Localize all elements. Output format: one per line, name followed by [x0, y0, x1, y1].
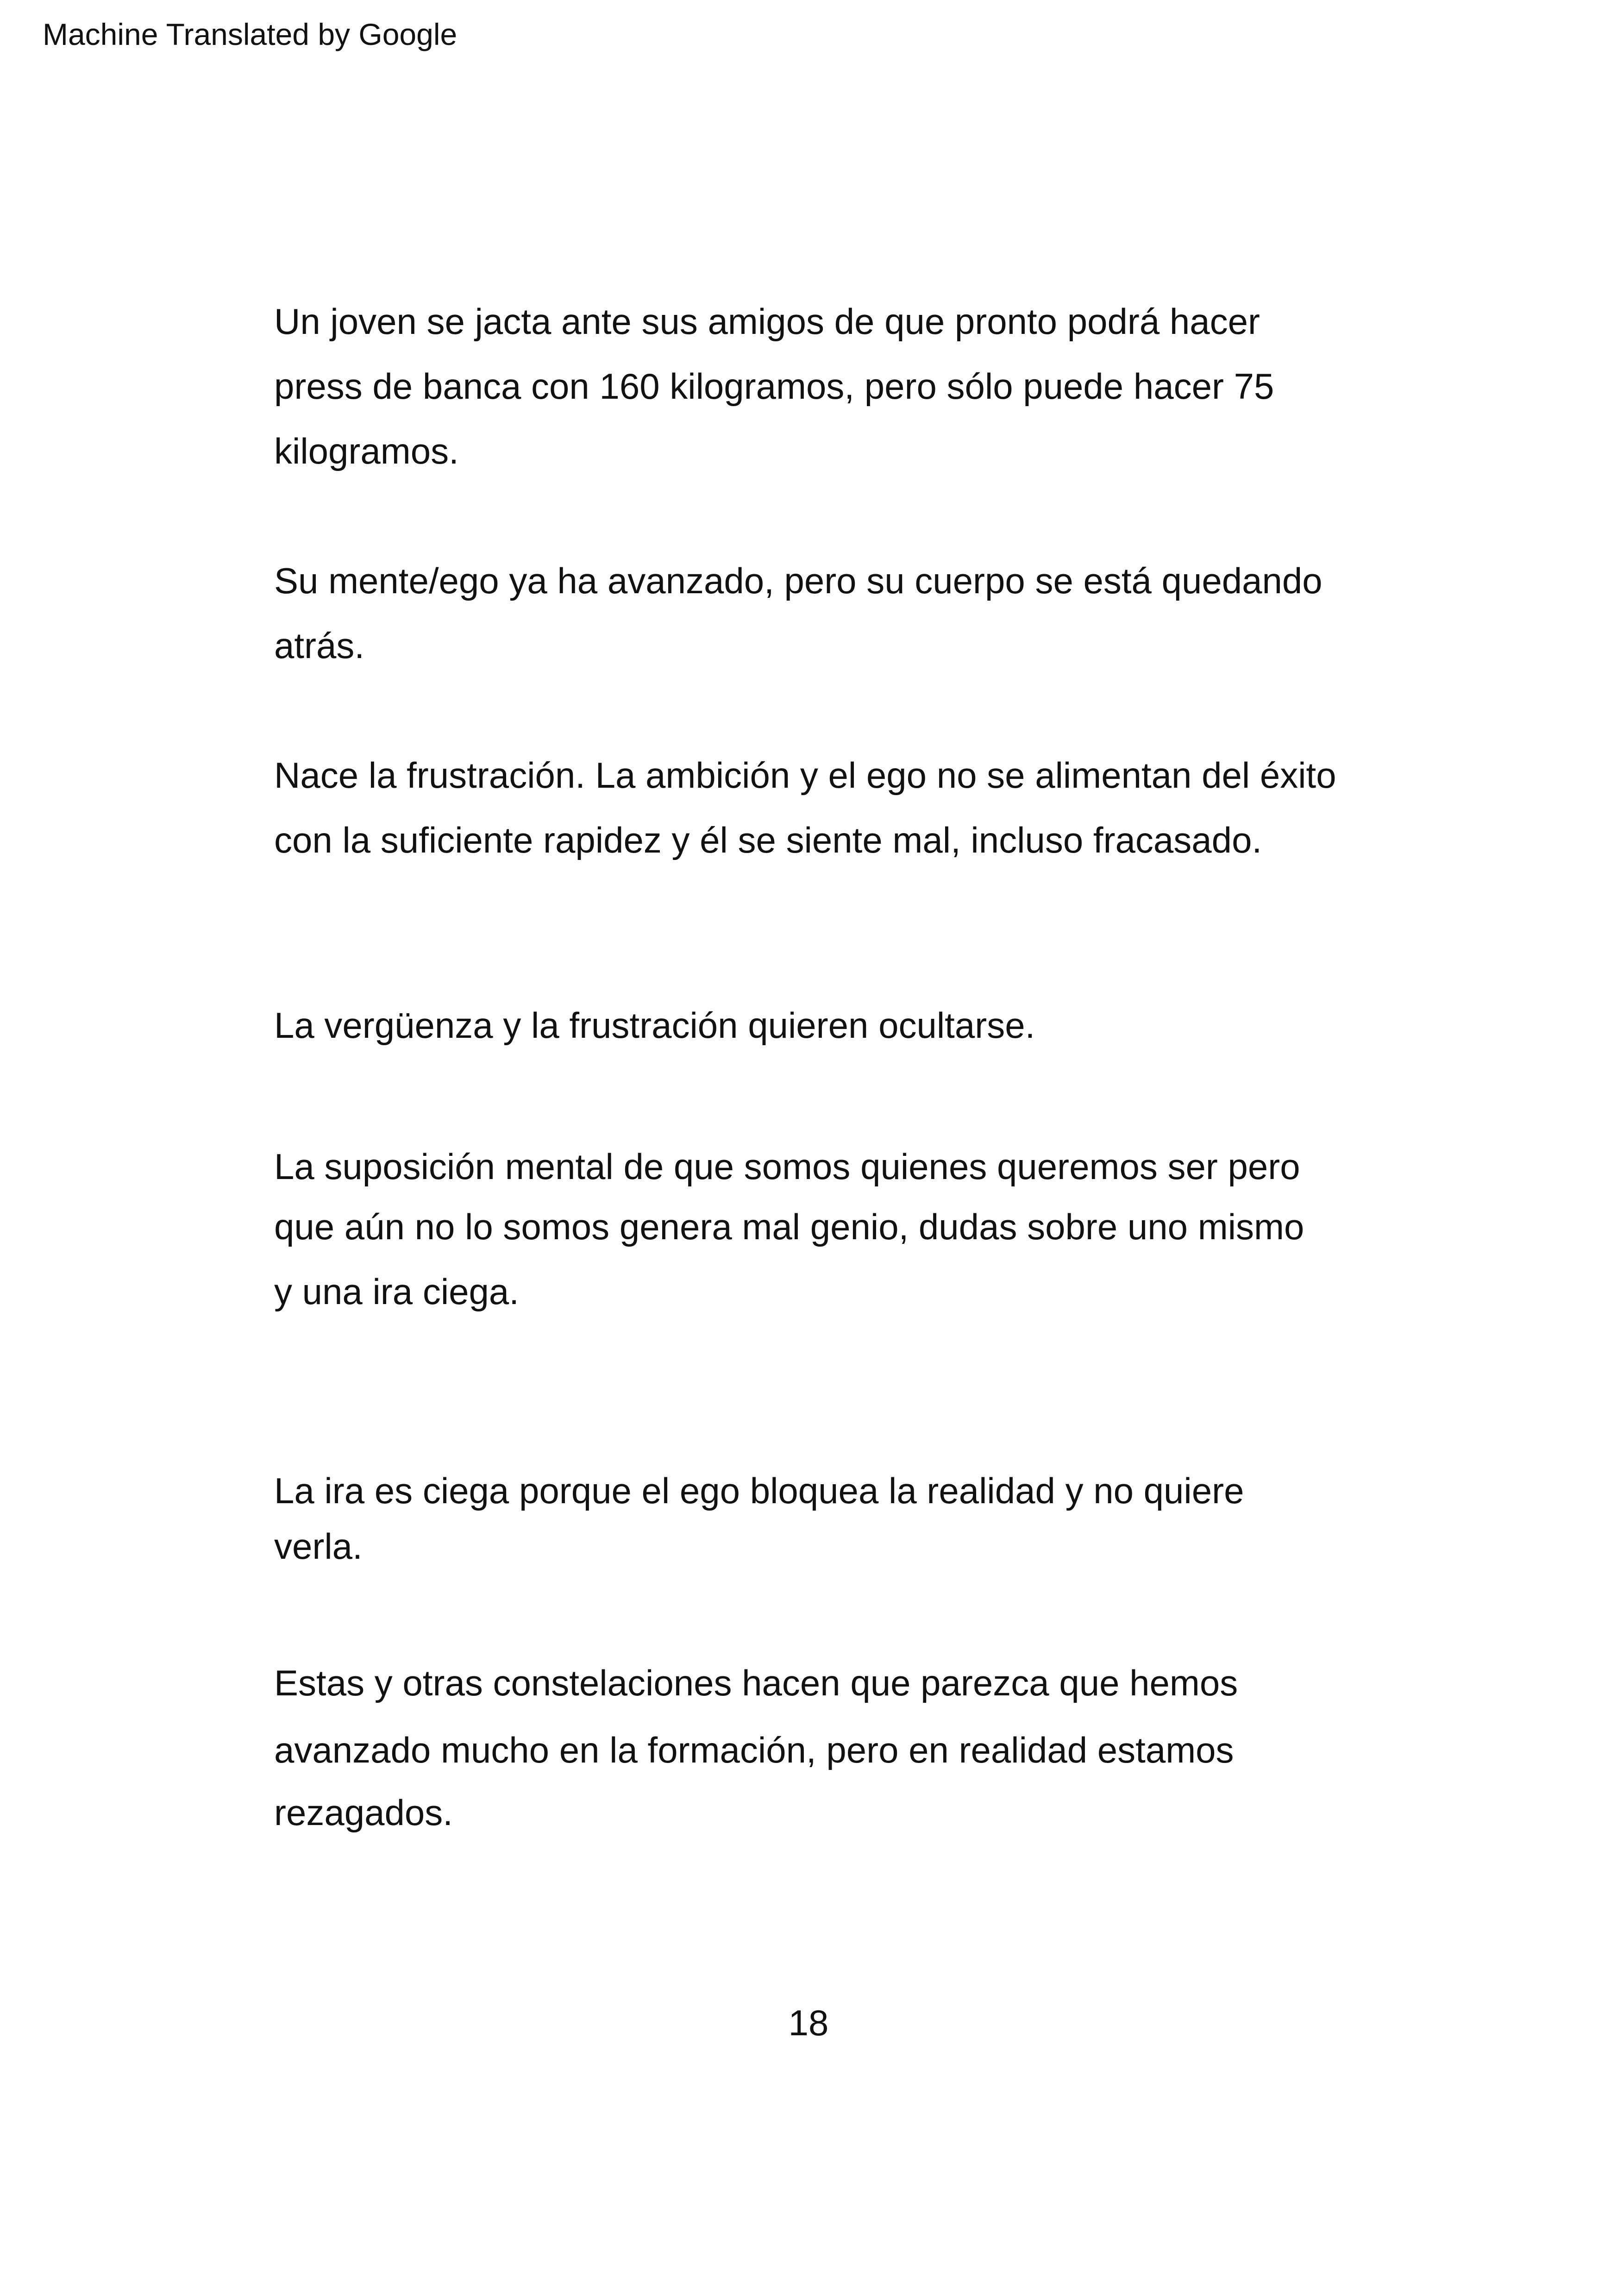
text-line: con la suficiente rapidez y él se siente mal, incluso fracasado. — [274, 820, 1262, 860]
text-line: Su mente/ego ya ha avanzado, pero su cuerpo se está quedando — [274, 560, 1322, 601]
text-line: rezagados. — [274, 1792, 453, 1833]
text-line: avanzado mucho en la formación, pero en realidad estamos — [274, 1730, 1234, 1770]
machine-translation-note: Machine Translated by Google — [43, 17, 458, 51]
text-line: kilogramos. — [274, 431, 459, 471]
page-number: 18 — [788, 2002, 829, 2043]
text-line: verla. — [274, 1526, 363, 1567]
text-line: Un joven se jacta ante sus amigos de que pronto podrá hacer — [274, 301, 1260, 342]
text-line: y una ira ciega. — [274, 1271, 519, 1312]
text-line: La ira es ciega porque el ego bloquea la realidad y no quiere — [274, 1470, 1244, 1511]
text-line: que aún no lo somos genera mal genio, dudas sobre uno mismo — [274, 1206, 1304, 1247]
text-line: Estas y otras constelaciones hacen que parezca que hemos — [274, 1662, 1238, 1703]
text-line: La suposición mental de que somos quienes queremos ser pero — [274, 1146, 1300, 1187]
text-line: atrás. — [274, 625, 365, 666]
text-line: Nace la frustración. La ambición y el ego no se alimentan del éxito — [274, 755, 1336, 796]
text-line: La vergüenza y la frustración quieren ocultarse. — [274, 1005, 1035, 1046]
text-line: press de banca con 160 kilogramos, pero sólo puede hacer 75 — [274, 366, 1274, 407]
